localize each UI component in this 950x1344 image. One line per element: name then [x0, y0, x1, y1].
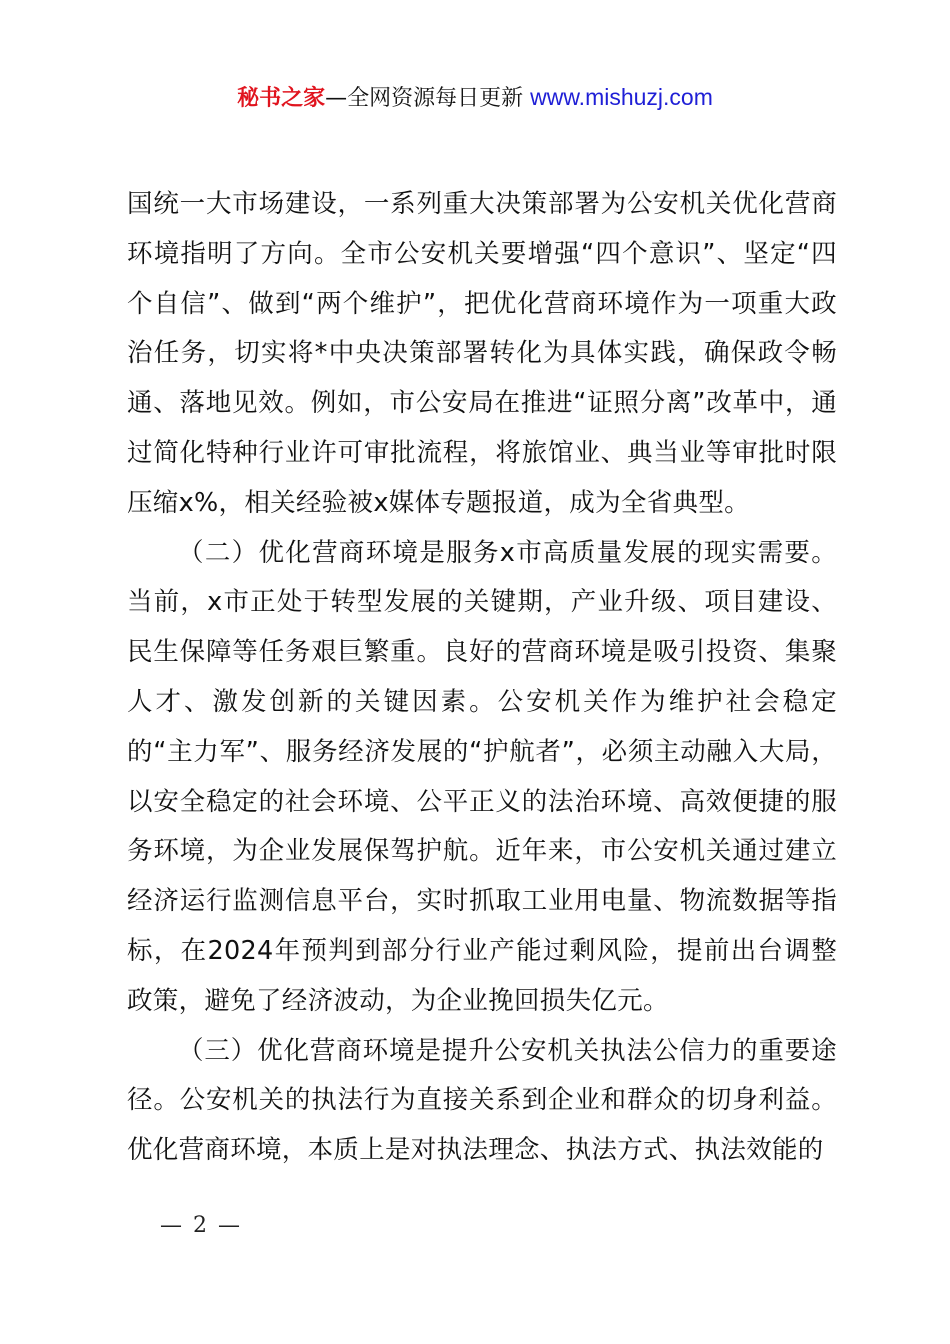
page-number: — 2 — — [160, 1213, 242, 1238]
document-body — [127, 180, 837, 1176]
paragraph-section-three: （三）优化营商环境是提升公安机关执法公信力的重要途径。公安机关的执法行为直接关系到企业和群众的切身利益。优化营商环境，本质上是对执法理念、执法方式、执法效能的 — [127, 1035, 837, 1166]
site-header — [0, 80, 950, 116]
paragraph-continuation: 国统一大市场建设，一系列重大决策部署为公安机关优化营商环境指明了方向。全市公安机关要增强“四个意识”、坚定“四个自信”、做到“两个维护”，把优化营商环境作为一项重大政治任务，切实将*中央决策部署转化为具体实践，确保政令畅通、落地见效。例如，市公安局在推进“证照分离”改革中，通过简化特种行业许可审批流程，将旅馆业、典当业等审批时限压缩x%，相关经验被x媒体专题报道，成为全省典型。 — [127, 189, 837, 518]
site-brand: 秘书之家 — [237, 86, 326, 111]
site-tagline: —全网资源每日更新 — [325, 86, 524, 111]
site-url-link[interactable]: www.mishuzj.com — [530, 84, 713, 110]
paragraph-section-two: （二）优化营商环境是服务x市高质量发展的现实需要。当前，x市正处于转型发展的关键期，产业升级、项目建设、民生保障等任务艰巨繁重。良好的营商环境是吸引投资、集聚人才、激发创新的关键因素。公安机关作为维护社会稳定的“主力军”、服务经济发展的“护航者”，必须主动融入大局，以安全稳定的社会环境、公平正义的法治环境、高效便捷的服务环境，为企业发展保驾护航。近年来，市公安机关通过建立经济运行监测信息平台，实时抓取工业用电量、物流数据等指标，在2024年预判到部分行业产能过剩风险，提前出台调整政策，避免了经济波动，为企业挽回损失亿元。 — [127, 537, 837, 1016]
